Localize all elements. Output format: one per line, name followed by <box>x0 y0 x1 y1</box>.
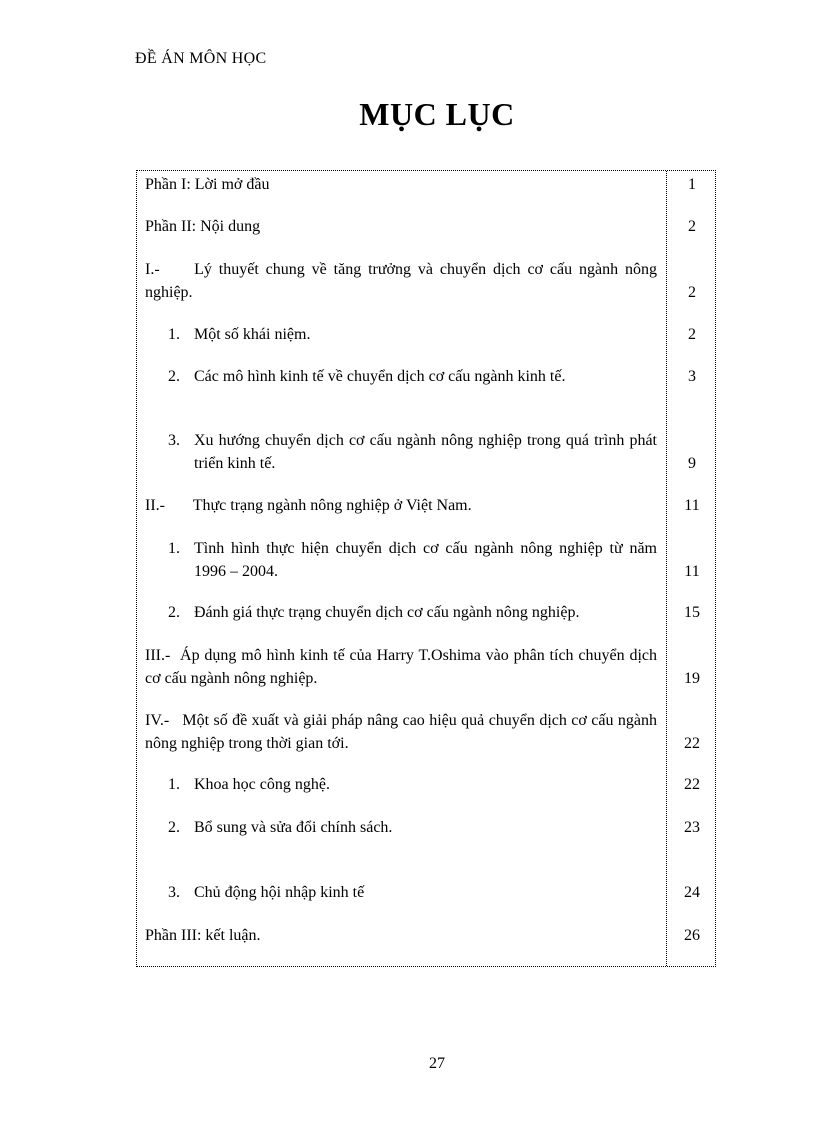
toc-entry-text: Phần III: kết luận. <box>145 927 261 944</box>
page-title: MỤC LỤC <box>359 96 515 132</box>
toc-entry-page: 1 <box>688 176 696 193</box>
toc-entry-text: Khoa học công nghệ. <box>194 776 330 793</box>
toc-entry-text: Phần I: Lời mở đầu <box>145 176 270 193</box>
toc-entry-page: 2 <box>688 218 696 235</box>
table-of-contents <box>136 170 716 967</box>
toc-entry-number: 2. <box>168 368 180 385</box>
toc-entry-text: Các mô hình kinh tế về chuyển dịch cơ cấu ngành kinh tế. <box>194 368 566 385</box>
toc-entry-number: 3. <box>168 884 180 901</box>
toc-entry-text: Tình hình thực hiện chuyển dịch cơ cấu ngành nông nghiệp từ năm 1996 – 2004. <box>194 540 657 580</box>
toc-entry-text: Xu hướng chuyển dịch cơ cấu ngành nông nghiệp trong quá trình phát triển kinh tế. <box>194 432 657 472</box>
toc-entry-number: 2. <box>168 819 180 836</box>
toc-entry-page: 9 <box>688 455 696 472</box>
toc-entry-page: 23 <box>684 819 700 836</box>
toc-entry-number: 2. <box>168 604 180 621</box>
toc-entry-text: I.- Lý thuyết chung về tăng trưởng và chuyển dịch cơ cấu ngành nông nghiệp. <box>145 261 661 301</box>
toc-entry-text: IV.- Một số đề xuất và giải pháp nâng cao hiệu quả chuyển dịch cơ cấu ngành nông nghiệp trong thời gian tới. <box>145 712 661 752</box>
toc-entry-page: 2 <box>688 326 696 343</box>
toc-entry-page: 11 <box>684 497 700 514</box>
toc-entry-number: 1. <box>168 540 180 557</box>
toc-entry-page: 11 <box>684 563 700 580</box>
toc-entry-page: 22 <box>684 776 700 793</box>
toc-entry-number: 1. <box>168 776 180 793</box>
toc-entry-text: Bổ sung và sửa đổi chính sách. <box>194 819 393 836</box>
toc-entry-text: Một số khái niệm. <box>194 326 311 343</box>
document-header: ĐỀ ÁN MÔN HỌC <box>135 50 267 67</box>
toc-entry-page: 15 <box>684 604 700 621</box>
toc-entry-text: Phần II: Nội dung <box>145 218 261 235</box>
toc-entry-text: Chủ động hội nhập kinh tế <box>194 884 365 901</box>
toc-entry-page: 22 <box>684 735 700 752</box>
toc-entry-page: 24 <box>684 884 700 901</box>
toc-entry-page: 2 <box>688 284 696 301</box>
toc-entry-page: 26 <box>684 927 700 944</box>
toc-entry-number: 1. <box>168 326 180 343</box>
toc-entry-text: Đánh giá thực trạng chuyển dịch cơ cấu ngành nông nghiệp. <box>194 604 580 621</box>
toc-entry-number: 3. <box>168 432 180 449</box>
toc-entry-page: 19 <box>684 670 700 687</box>
toc-entry-text: II.- Thực trạng ngành nông nghiệp ở Việt Nam. <box>145 497 472 514</box>
page-number: 27 <box>429 1055 445 1072</box>
toc-entry-text: III.- Áp dụng mô hình kinh tế của Harry T.Oshima vào phân tích chuyển dịch cơ cấu ngành nông nghiệp. <box>145 647 661 687</box>
toc-entry-page: 3 <box>688 368 696 385</box>
